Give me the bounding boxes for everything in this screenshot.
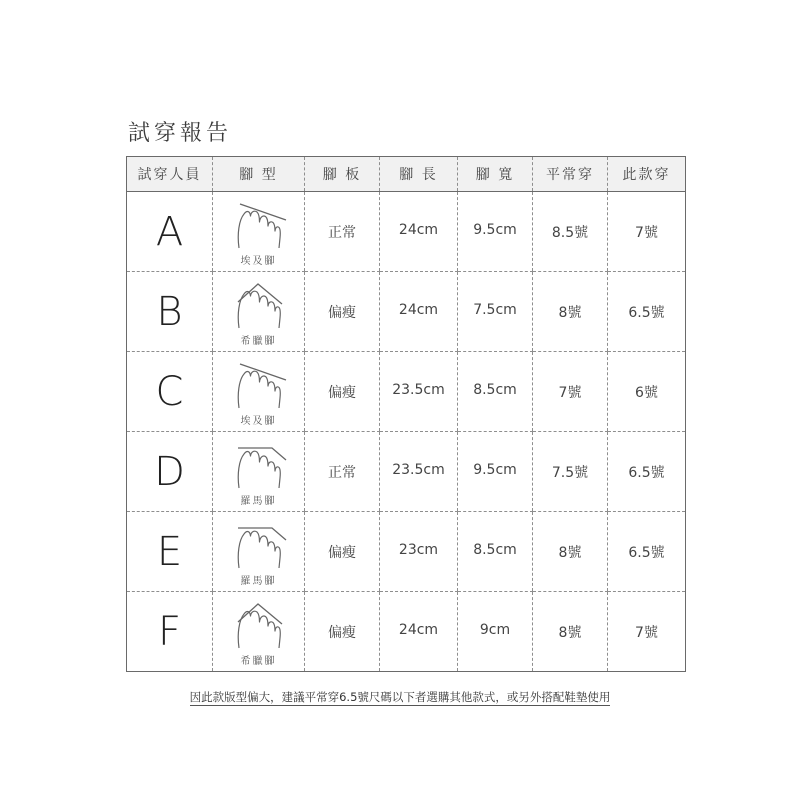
egyptian-foot-icon bbox=[236, 358, 288, 414]
this-style-size-cell: 7號 bbox=[608, 192, 686, 272]
sole-cell: 偏瘦 bbox=[305, 512, 380, 592]
foot-type-label: 羅馬腳 bbox=[240, 576, 277, 587]
width-cell: 8.5cm bbox=[458, 352, 533, 432]
usual-size-cell: 7.5號 bbox=[533, 432, 608, 512]
this-style-size-cell: 7號 bbox=[608, 592, 686, 672]
usual-size-cell: 8號 bbox=[533, 512, 608, 592]
header-width: 腳 寬 bbox=[458, 157, 533, 192]
fitting-report-table bbox=[126, 156, 686, 672]
table-header-row bbox=[127, 157, 686, 192]
usual-size-cell: 8號 bbox=[533, 592, 608, 672]
size-advice-note bbox=[0, 686, 800, 705]
sole-cell: 偏瘦 bbox=[305, 352, 380, 432]
table-row bbox=[127, 352, 686, 432]
width-cell: 7.5cm bbox=[458, 272, 533, 352]
page-title: 試穿報告 bbox=[128, 121, 233, 146]
usual-size-cell: 8號 bbox=[533, 272, 608, 352]
this-style-size-cell: 6.5號 bbox=[608, 272, 686, 352]
sole-cell: 正常 bbox=[305, 432, 380, 512]
foot-type-cell bbox=[213, 432, 305, 512]
table-row bbox=[127, 592, 686, 672]
tester-id: E bbox=[127, 512, 213, 592]
foot-type-cell bbox=[213, 192, 305, 272]
foot-type-label: 羅馬腳 bbox=[240, 496, 277, 507]
this-style-size-cell: 6.5號 bbox=[608, 432, 686, 512]
header-length: 腳 長 bbox=[380, 157, 458, 192]
roman-foot-icon bbox=[236, 438, 288, 494]
foot-type-label: 希臘腳 bbox=[240, 336, 277, 347]
foot-type-cell bbox=[213, 592, 305, 672]
foot-type-cell bbox=[213, 512, 305, 592]
width-cell: 9.5cm bbox=[458, 192, 533, 272]
header-tester: 試穿人員 bbox=[127, 157, 213, 192]
tester-id: C bbox=[127, 352, 213, 432]
greek-foot-icon bbox=[236, 278, 288, 334]
tester-id: A bbox=[127, 192, 213, 272]
sole-cell: 正常 bbox=[305, 192, 380, 272]
length-cell: 24cm bbox=[380, 192, 458, 272]
width-cell: 8.5cm bbox=[458, 512, 533, 592]
tester-id: B bbox=[127, 272, 213, 352]
table-row bbox=[127, 272, 686, 352]
width-cell: 9cm bbox=[458, 592, 533, 672]
roman-foot-icon bbox=[236, 518, 288, 574]
foot-type-label: 埃及腳 bbox=[240, 256, 277, 267]
length-cell: 23cm bbox=[380, 512, 458, 592]
greek-foot-icon bbox=[236, 598, 288, 654]
this-style-size-cell: 6.5號 bbox=[608, 512, 686, 592]
sole-cell: 偏瘦 bbox=[305, 272, 380, 352]
length-cell: 23.5cm bbox=[380, 352, 458, 432]
foot-type-cell bbox=[213, 272, 305, 352]
this-style-size-cell: 6號 bbox=[608, 352, 686, 432]
header-usual-size: 平常穿 bbox=[533, 157, 608, 192]
header-foot-type: 腳 型 bbox=[213, 157, 305, 192]
header-sole: 腳 板 bbox=[305, 157, 380, 192]
size-advice-text: 因此款版型偏大，建議平常穿6.5號尺碼以下者選購其他款式，或另外搭配鞋墊使用 bbox=[189, 690, 611, 704]
sole-cell: 偏瘦 bbox=[305, 592, 380, 672]
table-row bbox=[127, 192, 686, 272]
usual-size-cell: 7號 bbox=[533, 352, 608, 432]
tester-id: D bbox=[127, 432, 213, 512]
usual-size-cell: 8.5號 bbox=[533, 192, 608, 272]
width-cell: 9.5cm bbox=[458, 432, 533, 512]
table-row bbox=[127, 432, 686, 512]
table-row bbox=[127, 512, 686, 592]
foot-type-label: 希臘腳 bbox=[240, 656, 277, 667]
foot-type-cell bbox=[213, 352, 305, 432]
foot-type-label: 埃及腳 bbox=[240, 416, 277, 427]
egyptian-foot-icon bbox=[236, 198, 288, 254]
tester-id: F bbox=[127, 592, 213, 672]
length-cell: 23.5cm bbox=[380, 432, 458, 512]
length-cell: 24cm bbox=[380, 272, 458, 352]
length-cell: 24cm bbox=[380, 592, 458, 672]
header-this-style-size: 此款穿 bbox=[608, 157, 686, 192]
